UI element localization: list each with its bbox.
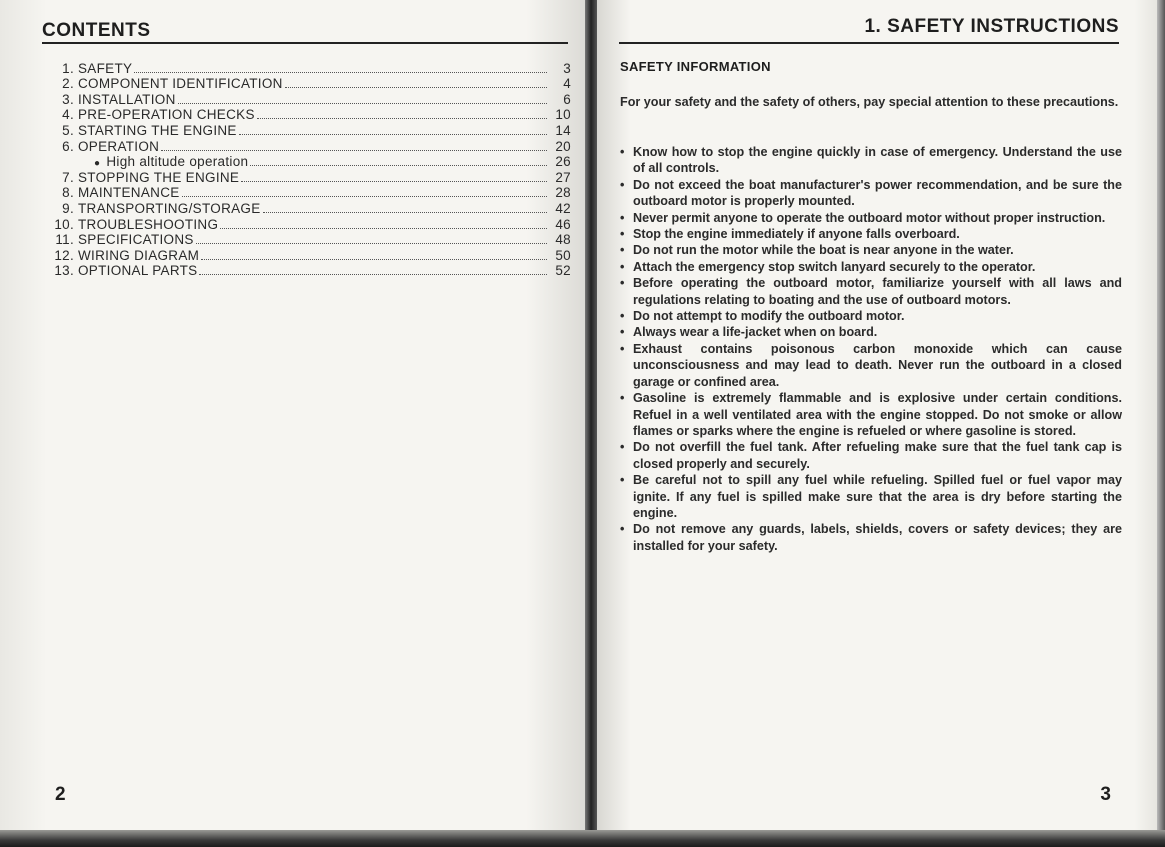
toc-entry — [46, 232, 571, 248]
left-page — [0, 0, 585, 830]
toc-entry-title: TRANSPORTING/STORAGE — [78, 200, 261, 216]
toc-entry-title: SAFETY — [78, 60, 133, 76]
toc-entry-page: 6 — [563, 91, 571, 107]
toc-entry-title: STARTING THE ENGINE — [78, 122, 237, 138]
toc-entry-title: OPERATION — [78, 138, 160, 154]
toc-entry-number: 9. — [62, 200, 74, 216]
toc-entry-page: 50 — [555, 247, 571, 263]
toc-entry — [46, 60, 571, 76]
bullet-icon: • — [620, 259, 625, 274]
toc-entry-page: 26 — [555, 154, 571, 170]
precaution-text: Know how to stop the engine quickly in case of emergency. Understand the use of all controls. — [633, 145, 1122, 176]
toc-entry-page: 20 — [555, 138, 571, 154]
toc-entry-page: 3 — [563, 60, 571, 76]
chapter-rule — [619, 42, 1119, 44]
precaution-item — [620, 144, 1122, 177]
dot-leader — [250, 164, 547, 166]
page-number-right: 3 — [1100, 784, 1111, 805]
precaution-item — [620, 324, 1122, 340]
bullet-icon: • — [620, 522, 625, 537]
toc-entry-page: 14 — [555, 122, 571, 138]
toc-entry-title: OPTIONAL PARTS — [78, 263, 198, 279]
precaution-text: Before operating the outboard motor, familiarize yourself with all laws and regulations relating to boating and the use of outboard motors. — [633, 276, 1122, 307]
bullet-icon: ● — [94, 158, 101, 170]
precaution-item — [620, 521, 1122, 554]
dot-leader — [196, 242, 547, 244]
bullet-icon: • — [620, 210, 625, 225]
toc-entry-number: 8. — [62, 185, 74, 201]
bullet-icon: • — [620, 309, 625, 324]
toc-entry — [46, 169, 571, 185]
precaution-text: Attach the emergency stop switch lanyard securely to the operator. — [633, 259, 1036, 274]
dot-leader — [263, 211, 547, 213]
toc-entry-number: 3. — [62, 91, 74, 107]
precaution-text: Do not run the motor while the boat is near anyone in the water. — [633, 243, 1014, 258]
toc-entry-title: MAINTENANCE — [78, 185, 180, 201]
toc-entry-number: 11. — [55, 232, 74, 248]
toc-entry-page: 28 — [555, 185, 571, 201]
toc-entry-title: TROUBLESHOOTING — [78, 216, 219, 232]
toc-entry — [46, 76, 571, 92]
toc-entry-number: 5. — [62, 122, 74, 138]
dot-leader — [178, 102, 547, 104]
toc-entry-number: 10. — [54, 216, 74, 232]
precaution-item — [620, 177, 1122, 210]
precaution-text: Never permit anyone to operate the outboard motor without proper instruction. — [633, 210, 1106, 225]
bullet-icon: • — [620, 391, 625, 406]
toc-entry — [46, 185, 571, 201]
toc-entry-page: 46 — [555, 216, 571, 232]
precaution-text: Do not remove any guards, labels, shields, covers or safety devices; they are installed for your safety. — [633, 522, 1122, 553]
toc-entry-number: 13. — [54, 263, 74, 279]
toc-entry — [46, 216, 571, 232]
toc-entry-title: STOPPING THE ENGINE — [78, 169, 240, 185]
dot-leader — [220, 227, 547, 229]
toc-entry-number: 1. — [62, 60, 74, 76]
toc-entry-number: 12. — [54, 247, 74, 263]
dot-leader — [161, 149, 547, 151]
toc-entry-number: 6. — [62, 138, 74, 154]
bullet-icon: • — [620, 145, 625, 159]
precaution-item — [620, 308, 1122, 324]
bottom-edge — [0, 830, 1165, 847]
toc-entry-number: 2. — [62, 76, 74, 92]
precaution-item — [620, 242, 1122, 258]
precaution-text: Always wear a life-jacket when on board. — [633, 325, 878, 340]
dot-leader — [241, 180, 547, 182]
dot-leader — [199, 273, 547, 275]
bullet-icon: • — [620, 227, 625, 242]
dot-leader — [201, 258, 547, 260]
toc-entry — [46, 263, 571, 279]
precaution-item — [620, 226, 1122, 242]
precaution-text: Gasoline is extremely flammable and is explosive under certain conditions. Refuel in a well ventilated area with the engine stopped. Do not smoke or allow flames or sparks where the engine is refueled or where gasoline is stored. — [633, 391, 1122, 438]
toc-entry-title: COMPONENT IDENTIFICATION — [78, 76, 283, 92]
precaution-item — [620, 390, 1122, 439]
toc-entry-title: WIRING DIAGRAM — [78, 247, 200, 263]
toc-entry-page: 42 — [555, 200, 571, 216]
toc-entry-title: PRE-OPERATION CHECKS — [78, 107, 255, 123]
precaution-item — [620, 439, 1122, 472]
toc-entry-page: 27 — [555, 169, 571, 185]
page-edge — [1157, 0, 1165, 847]
section-title: SAFETY INFORMATION — [620, 59, 771, 74]
toc-entry — [46, 154, 571, 170]
intro-paragraph: For your safety and the safety of others, pay special attention to these precautions. — [620, 95, 1119, 109]
toc-entry — [46, 91, 571, 107]
toc-entry — [46, 122, 571, 138]
right-page — [597, 0, 1157, 830]
page-number-left: 2 — [55, 784, 66, 805]
precaution-text: Do not overfill the fuel tank. After refueling make sure that the fuel tank cap is closed properly and securely. — [633, 440, 1122, 471]
chapter-heading: 1. SAFETY INSTRUCTIONS — [864, 16, 1119, 37]
precaution-item — [620, 472, 1122, 521]
precaution-item — [620, 210, 1122, 226]
dot-leader — [239, 133, 547, 135]
toc-entry — [46, 138, 571, 154]
precautions-list — [620, 144, 1122, 554]
table-of-contents — [46, 60, 571, 278]
precaution-item — [620, 341, 1122, 390]
bullet-icon: • — [620, 473, 625, 488]
toc-entry-title: SPECIFICATIONS — [78, 232, 194, 248]
precaution-text: Be careful not to spill any fuel while refueling. Spilled fuel or fuel vapor may ignite. If any fuel is spilled make sure that the area is dry before starting the engine. — [633, 473, 1122, 520]
toc-entry — [46, 200, 571, 216]
precaution-item — [620, 275, 1122, 308]
toc-entry-page: 10 — [555, 107, 571, 123]
bullet-icon: • — [620, 440, 625, 455]
bullet-icon: • — [620, 276, 625, 291]
precaution-text: Do not attempt to modify the outboard motor. — [633, 309, 905, 324]
precaution-text: Stop the engine immediately if anyone falls overboard. — [633, 227, 960, 242]
contents-heading: CONTENTS — [42, 20, 151, 41]
toc-entry-page: 48 — [555, 232, 571, 248]
bullet-icon: • — [620, 341, 625, 356]
toc-entry-number: 4. — [62, 107, 74, 123]
precaution-text: Do not exceed the boat manufacturer's power recommendation, and be sure the outboard motor is properly mounted. — [633, 177, 1122, 209]
dot-leader — [134, 71, 547, 73]
dot-leader — [257, 117, 547, 119]
precaution-item — [620, 259, 1122, 275]
dot-leader — [182, 195, 547, 197]
toc-entry-title: INSTALLATION — [78, 91, 176, 107]
bullet-icon: • — [620, 243, 625, 258]
toc-entry — [46, 107, 571, 123]
dot-leader — [285, 86, 547, 88]
bullet-icon: • — [620, 177, 625, 192]
toc-entry-page: 4 — [563, 76, 571, 92]
toc-entry-title: High altitude operation — [106, 154, 249, 170]
book-gutter — [585, 0, 597, 847]
contents-rule — [42, 42, 568, 44]
toc-entry-number: 7. — [62, 169, 74, 185]
bullet-icon: • — [620, 325, 625, 340]
toc-entry — [46, 247, 571, 263]
toc-entry-page: 52 — [555, 263, 571, 279]
precaution-text: Exhaust contains poisonous carbon monoxide which can cause unconsciousness and may lead to death. Never run the outboard in a closed garage or confined area. — [633, 341, 1122, 389]
